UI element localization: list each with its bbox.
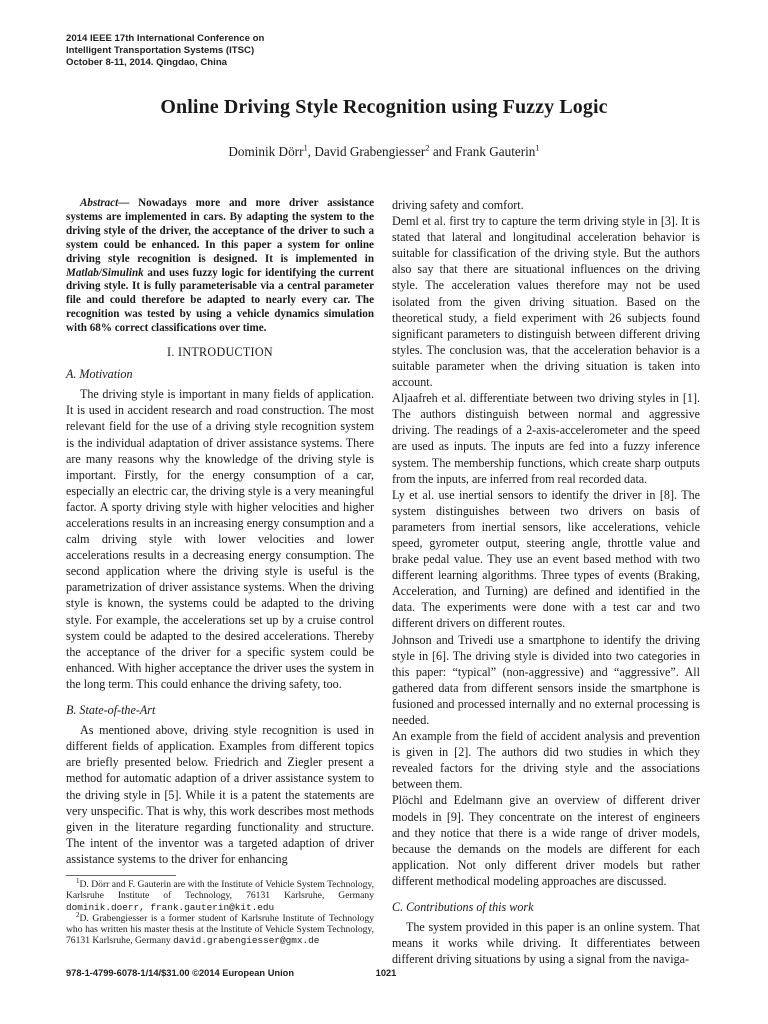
footnote-2-text: D. Grabengiesser is a former student of Karlsruhe Institute of Technology who has written his master thesis at the Institute of Vehicle System Technology, 76131 Karlsruhe, Germany — [66, 912, 374, 947]
paragraph-plochl: Plöchl and Edelmann give an overview of different driver models in [9]. They concentrate on the interest of engineers and they notice that there is a wide range of driver models, because the demands on the models are different for each application. Not only different driver models but rather different methodical modeling approaches are discussed. — [392, 793, 700, 888]
footnote-2-mark: 2 — [76, 910, 80, 919]
abstract-dash: — — [118, 197, 139, 209]
left-column — [66, 197, 374, 947]
contributions-paragraph: The system provided in this paper is an online system. That means it works while driving. It differentiates between different driving situations by using a signal from the naviga- — [392, 920, 700, 967]
paragraph-aljaafreh: Aljaafreh et al. differentiate between two driving styles in [1]. The authors distinguish between normal and aggressive driving. The readings of a 2-axis-accelerometer and the speed are used as inputs. The inputs are fed into a fuzzy inference system. The membership functions, which create sharp outputs from the inputs, are inferred from real recorded data. — [392, 391, 700, 486]
footnote-2 — [66, 910, 374, 947]
author-separator: and — [429, 144, 456, 159]
footer-isbn: 978-1-4799-6078-1/14/$31.00 ©2014 European Union — [66, 968, 295, 978]
page-number: 1021 — [375, 968, 397, 978]
paragraph-deml: Deml et al. first try to capture the term driving style in [3]. It is stated that lateral and longitudinal acceleration behavior is suitable for classification of the driving style. But the authors also say that there are situational influences on the driving style. The acceleration values therefore may not be used isolated from the given driving situation. Based on the theoretical study, a field experiment with 26 subjects found significant parameters to distinguish between different driving styles. The conclusion was, that the acceleration behavior is a suitable parameter when the driving situation is taken into account. — [392, 214, 700, 390]
footnote-1 — [66, 876, 374, 913]
abstract-italic-term: Matlab/Simulink — [66, 266, 144, 279]
affiliation-mark: 1 — [535, 142, 540, 153]
abstract — [66, 197, 374, 336]
abstract-label: Abstract — [80, 197, 119, 209]
subsection-heading-state-of-the-art: B. State-of-the-Art — [66, 703, 156, 718]
paragraph-ly: Ly et al. use inertial sensors to identify the driver in [8]. The system distinguishes between two drivers on basis of parameters from inertial sensors, like accelerations, vehicle speed, gyrometer output, steering angle, throttle value and brake pedal value. They use an event based method with two different learning algorithms. Three types of events (Braking, Acceleration, and Turning) are defined and identified in the data. The experiments were done with a test car and two different drivers on different routes. — [392, 487, 700, 631]
author-name: David Grabengiesser — [314, 144, 426, 159]
footnotes — [66, 876, 374, 947]
state-of-the-art-paragraph: As mentioned above, driving style recognition is used in different fields of application. Examples from different topics are briefly presented below. Friedrich and Ziegler present a method for automatic adaption of a driver assistance system to the driving style in [5]. While it is a patent the statements are very unspecific. That is why, this work describes most methods given in the literature regarding functionality and structure. The intent of the inventor was a targeted adaption of driver assistance systems to the driver for enhancing — [66, 723, 374, 866]
author-list — [0, 144, 768, 160]
footnote-1-text: D. Dörr and F. Gauterin are with the Institute of Vehicle System Technology, Karlsruhe Institute of Technology, 76131 Karlsruhe, Germany — [66, 878, 374, 902]
author-name: Frank Gauterin — [455, 144, 536, 159]
continuation-text: driving safety and comfort. — [392, 198, 524, 212]
author-name: Dominik Dörr — [228, 144, 304, 159]
affiliation-mark: 2 — [425, 142, 430, 153]
conference-name-line-1: 2014 IEEE 17th International Conference on — [66, 33, 265, 44]
paragraph-accident: An example from the field of accident analysis and prevention is given in [2]. The authors did two studies in which they revealed factors for the driving style and the associations between them. — [392, 729, 700, 792]
right-column — [392, 197, 700, 967]
footnote-1-email: dominik.doerr, frank.gauterin@kit.edu — [66, 901, 275, 913]
abstract-text-1: Nowadays more and more driver assistance systems are implemented in cars. By adapting the system to the driving style of the driver, the acceptance of the driver to such a system could be enhanced. In this paper a system for online driving style recognition is designed. It is implemented in — [66, 197, 374, 265]
abstract-text-2: and uses fuzzy logic for identifying the current driving style. It is fully parameterisable via a central parameter file and could therefore be adapted to nearly every car. The recognition was tested by using a vehicle dynamics simulation with 68% correct classifications over time. — [66, 266, 374, 335]
footnote-rule — [66, 875, 176, 876]
conference-date-location: October 8-11, 2014. Qingdao, China — [66, 57, 228, 68]
footnote-1-mark: 1 — [76, 876, 80, 885]
footnote-2-email: david.grabengiesser@gmx.de — [173, 935, 320, 947]
conference-header — [66, 33, 366, 69]
section-heading-introduction: I. INTRODUCTION — [167, 345, 273, 360]
paper-title: Online Driving Style Recognition using Fuzzy Logic — [160, 96, 608, 118]
author-separator: , — [307, 144, 315, 159]
paragraph-johnson: Johnson and Trivedi use a smartphone to identify the driving style in [6]. The driving style is divided into two categories in this paper: “typical” (non-aggressive) and “aggressive”. All gathered data from different sensors inside the smartphone is fusioned and processed internally and no external processing is needed. — [392, 632, 700, 727]
subsection-heading-contributions: C. Contributions of this work — [392, 900, 534, 915]
affiliation-mark: 1 — [303, 142, 308, 153]
conference-name-line-2: Intelligent Transportation Systems (ITSC) — [66, 45, 255, 56]
motivation-paragraph: The driving style is important in many fields of application. It is used in accident research and road construction. The most relevant field for the use of a driving style recognition system is the individual adaptation of driver assistance systems. There are many reasons why the knowledge of the driving style is important. Firstly, for the energy consumption of a car, especially an electric car, the driving style is a very meaningful factor. A sporty driving style with higher velocities and higher accelerations results in an increasing energy consumption and a calm driving style with lower velocities and lower accelerations results in a decreasing energy consumption. The second application where the driving style is useful is the parametrization of driver assistance systems. When the driving style is known, the systems could be adapted to the driving style. For example, the accelerations set up by a cruise control system could be adapted to the desired accelerations. Thereby the acceptance of the driver for a specific system could be enhanced. With higher acceptance the driver uses the system in the long term. This could enhance the driving safety, too. — [66, 387, 374, 691]
subsection-heading-motivation: A. Motivation — [66, 367, 133, 382]
